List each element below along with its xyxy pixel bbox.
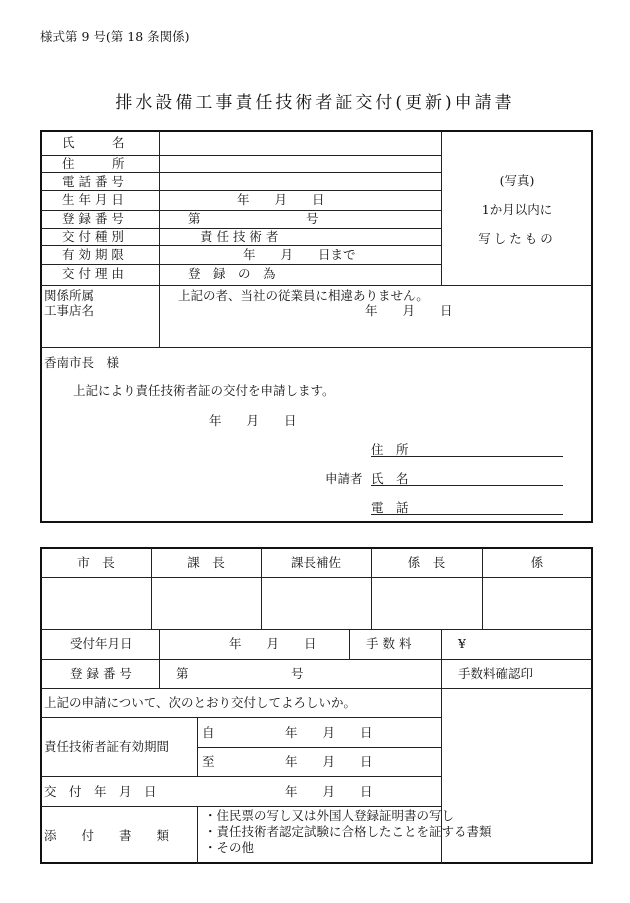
validity-from-date[interactable]: 年 月 日 — [285, 725, 373, 740]
divider — [41, 629, 592, 630]
divider — [41, 264, 441, 265]
applicant-prefix: 申請者 — [325, 471, 363, 486]
office-reg-number-prefix: 第 — [176, 666, 189, 681]
application-text: 上記により責任技術者証の交付を申請します。 — [73, 383, 335, 398]
divider — [159, 131, 160, 347]
receipt-date-field[interactable]: 年 月 日 — [229, 636, 317, 651]
office-reg-number-suffix: 号 — [291, 666, 304, 681]
approver-mayor: 市 長 — [77, 555, 115, 570]
attachment-item: ・責任技術者認定試験に合格したことを証する書類 — [204, 824, 492, 839]
attachment-item: ・住民票の写し又は外国人登録証明書の写し — [204, 808, 455, 823]
employer-date[interactable]: 年 月 日 — [365, 303, 453, 318]
approver-subsection-chief: 係 長 — [407, 555, 446, 570]
photo-instruction: 写したもの — [478, 231, 556, 246]
divider — [41, 688, 592, 689]
attachment-item: ・その他 — [204, 840, 255, 855]
applicant-address-label: 住 所 — [371, 442, 409, 457]
divider — [41, 347, 592, 348]
applicant-phone-line[interactable] — [371, 514, 563, 515]
stamp-box-deputy-chief[interactable] — [262, 579, 370, 628]
approver-section-chief: 課 長 — [187, 555, 225, 570]
approval-question: 上記の申請について、次のとおり交付してよろしいか。 — [44, 695, 357, 710]
label-expiry: 有 効 期 限 — [62, 247, 124, 262]
expiry-field[interactable]: 年 月 日まで — [243, 247, 356, 262]
divider — [41, 577, 592, 578]
reg-number-suffix: 号 — [306, 211, 319, 226]
approver-deputy-chief: 課長補佐 — [290, 555, 341, 570]
phone-field[interactable] — [161, 174, 439, 189]
issue-reason-value: 登 録 の 為 — [188, 266, 276, 281]
label-address: 住 所 — [62, 156, 125, 171]
office-reg-number-label: 登 録 番 号 — [70, 666, 132, 681]
fee-confirm-label: 手数料確認印 — [458, 666, 534, 681]
divider — [41, 190, 441, 191]
form-number: 様式第 9 号(第 18 条関係) — [40, 29, 190, 44]
divider — [349, 629, 350, 659]
applicant-name-label: 氏 名 — [371, 471, 409, 486]
issue-type-value: 責 任 技 術 者 — [200, 229, 279, 244]
label-phone: 電 話 番 号 — [62, 174, 124, 189]
approver-staff: 係 — [530, 555, 544, 570]
label-reg-number: 登 録 番 号 — [62, 211, 124, 226]
issue-date-field[interactable]: 年 月 日 — [285, 784, 373, 799]
label-issue-type: 交 付 種 別 — [62, 229, 124, 244]
divider — [197, 747, 441, 748]
divider — [41, 245, 441, 246]
applicant-phone-label: 電 話 — [371, 500, 409, 515]
addressee: 香南市長 様 — [44, 355, 120, 370]
fee-label: 手 数 料 — [366, 636, 412, 651]
stamp-box-staff[interactable] — [483, 579, 591, 628]
validity-to-label: 至 — [202, 754, 215, 769]
reg-number-prefix: 第 — [188, 211, 201, 226]
page-title: 排水設備工事責任技術者証交付(更新)申請書 — [115, 93, 515, 113]
receipt-date-label: 受付年月日 — [70, 636, 133, 651]
label-issue-reason: 交 付 理 由 — [62, 266, 124, 281]
stamp-box-mayor[interactable] — [42, 579, 150, 628]
photo-instruction: 1か月以内に — [481, 202, 553, 217]
divider — [41, 659, 592, 660]
label-birthdate: 生 年 月 日 — [62, 192, 124, 207]
validity-from-label: 自 — [202, 725, 215, 740]
employer-label: 工事店名 — [44, 303, 95, 318]
divider — [41, 717, 441, 718]
fee-field[interactable]: ¥ — [458, 636, 466, 651]
label-name: 氏 名 — [62, 135, 125, 150]
name-field[interactable] — [161, 133, 439, 154]
employer-statement: 上記の者、当社の従業員に相違ありません。 — [178, 288, 429, 303]
divider — [41, 172, 441, 173]
issue-date-label: 交 付 年 月 日 — [44, 784, 157, 799]
birthdate-field[interactable]: 年 月 日 — [237, 192, 325, 207]
attachments-label: 添 付 書 類 — [44, 828, 170, 843]
divider — [41, 776, 441, 777]
photo-caption: (写真) — [499, 173, 535, 188]
divider — [41, 806, 441, 807]
employer-label: 関係所属 — [44, 288, 95, 303]
validity-label: 責任技術者証有効期間 — [44, 739, 170, 754]
address-field[interactable] — [161, 157, 439, 171]
divider — [197, 806, 198, 864]
applicant-address-line[interactable] — [371, 456, 563, 457]
application-date[interactable]: 年 月 日 — [209, 413, 297, 428]
stamp-box-section-chief[interactable] — [152, 579, 260, 628]
stamp-box-subsection-chief[interactable] — [372, 579, 481, 628]
applicant-name-line[interactable] — [371, 485, 563, 486]
validity-to-date[interactable]: 年 月 日 — [285, 754, 373, 769]
divider — [41, 285, 592, 286]
